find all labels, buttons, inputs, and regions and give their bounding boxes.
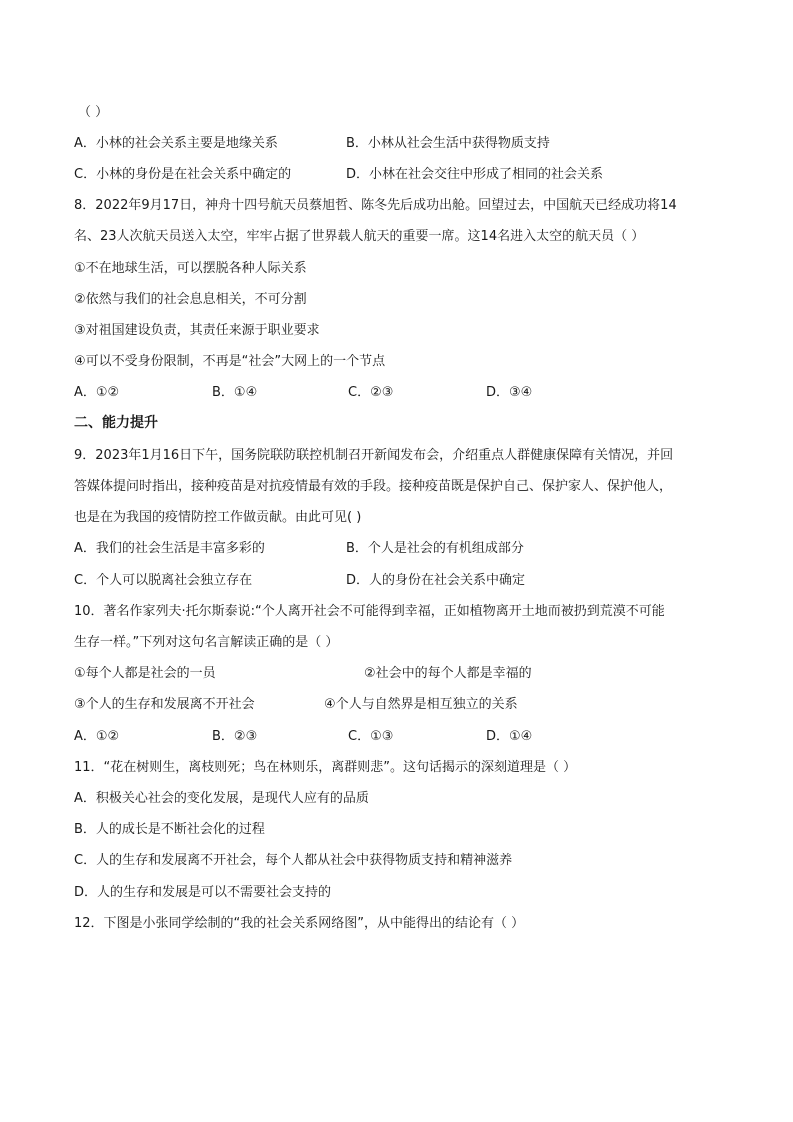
q9-option-d: D．人的身份在社会关系中确定 bbox=[346, 573, 526, 588]
q10-option-a: A．①② bbox=[74, 729, 120, 744]
q9-option-b: B．个人是社会的有机组成部分 bbox=[346, 541, 524, 556]
q11-option-c: C．人的生存和发展离不开社会，每个人都从社会中获得物质支持和精神滋养 bbox=[74, 853, 513, 868]
q8-statement-4: ④可以不受身份限制，不再是“社会”大网上的一个节点 bbox=[74, 354, 386, 369]
q11-option-b: B．人的成长是不断社会化的过程 bbox=[74, 822, 265, 837]
q10-statement-1: ①每个人都是社会的一员 bbox=[74, 666, 216, 681]
q10-option-d: D．①④ bbox=[486, 729, 533, 744]
q8-stem-line-1: 8．2022年9月17日，神舟十四号航天员蔡旭哲、陈冬先后成功出舱。回望过去，中国航天已经成功将14 bbox=[74, 198, 677, 213]
q11-stem: 11．“花在树则生，离枝则死；鸟在林则乐，离群则悲”。这句话揭示的深刻道理是（ ） bbox=[74, 760, 577, 775]
q7-option-d: D．小林在社会交往中形成了相同的社会关系 bbox=[346, 167, 604, 182]
q8-stem-line-2: 名、23人次航天员送入太空，牢牢占据了世界载人航天的重要一席。这14名进入太空的航天员（ ） bbox=[74, 229, 645, 244]
q8-statement-3: ③对祖国建设负责，其责任来源于职业要求 bbox=[74, 323, 320, 338]
section-title: 二、能力提升 bbox=[74, 415, 158, 431]
q7-option-c: C．小林的身份是在社会关系中确定的 bbox=[74, 167, 292, 182]
q9-option-a: A．我们的社会生活是丰富多彩的 bbox=[74, 541, 265, 556]
q11-option-d: D．人的生存和发展是可以不需要社会支持的 bbox=[74, 885, 332, 900]
q12-stem: 12．下图是小张同学绘制的“我的社会关系网络图”，从中能得出的结论有（ ） bbox=[74, 916, 525, 931]
q9-option-c: C．个人可以脱离社会独立存在 bbox=[74, 573, 253, 588]
q8-statement-2: ②依然与我们的社会息息相关，不可分割 bbox=[74, 292, 307, 307]
q8-option-d: D．③④ bbox=[486, 385, 533, 400]
q8-statement-1: ①不在地球生活，可以摆脱各种人际关系 bbox=[74, 261, 307, 276]
q10-stem-line-2: 生存一样。”下列对这句名言解读正确的是（ ） bbox=[74, 635, 339, 650]
q10-option-b: B．②③ bbox=[212, 729, 258, 744]
q7-answer-paren: （ ） bbox=[78, 105, 109, 120]
q11-option-a: A．积极关心社会的变化发展，是现代人应有的品质 bbox=[74, 791, 369, 806]
q9-stem-line-2: 答媒体提问时指出，接种疫苗是对抗疫情最有效的手段。接种疫苗既是保护自己、保护家人、保护他人， bbox=[74, 479, 673, 494]
q10-statement-4: ④个人与自然界是相互独立的关系 bbox=[324, 697, 518, 712]
q7-option-b: B．小林从社会生活中获得物质支持 bbox=[346, 136, 550, 151]
q10-stem-line-1: 10．著名作家列夫·托尔斯泰说:“个人离开社会不可能得到幸福，正如植物离开土地而被扔到荒漠不可能 bbox=[74, 604, 665, 619]
q8-option-a: A．①② bbox=[74, 385, 120, 400]
q8-option-c: C．②③ bbox=[348, 385, 394, 400]
q8-option-b: B．①④ bbox=[212, 385, 258, 400]
q10-option-c: C．①③ bbox=[348, 729, 394, 744]
q9-stem-line-1: 9．2023年1月16日下午，国务院联防联控机制召开新闻发布会，介绍重点人群健康保障有关情况，并回 bbox=[74, 448, 674, 463]
q10-statement-2: ②社会中的每个人都是幸福的 bbox=[364, 666, 532, 681]
q9-stem-line-3: 也是在为我国的疫情防控工作做贡献。由此可见( ) bbox=[74, 510, 362, 525]
q10-statement-3: ③个人的生存和发展离不开社会 bbox=[74, 697, 255, 712]
q7-option-a: A．小林的社会关系主要是地缘关系 bbox=[74, 136, 278, 151]
